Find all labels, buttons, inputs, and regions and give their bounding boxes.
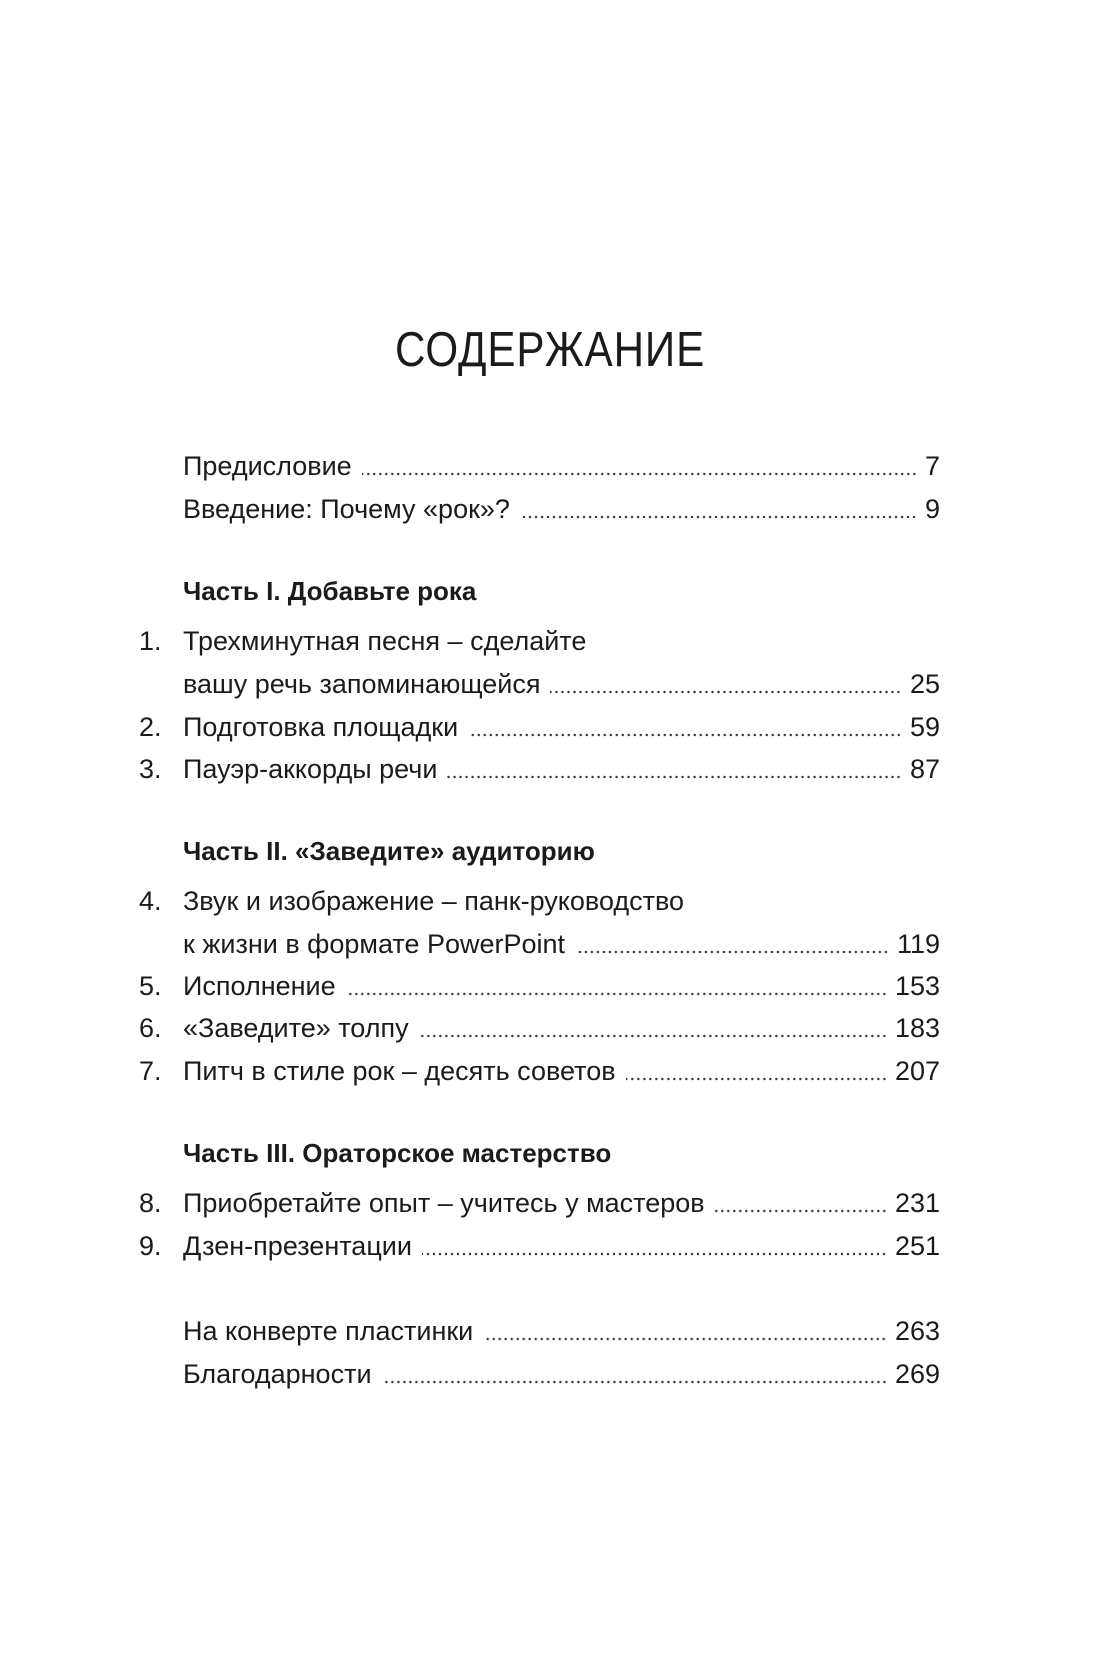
toc-entry-label: Предисловие [183, 451, 352, 481]
chapter-number: 3. [139, 754, 162, 784]
toc-entry-label: Питч в стиле рок – десять советов [183, 1056, 616, 1086]
toc-entry-chapter-1-line1[interactable] [0, 623, 1100, 659]
toc-entry-body [183, 1228, 940, 1264]
dot-leader [520, 515, 917, 519]
dot-leader [422, 1252, 887, 1256]
toc-entry-chapter-7[interactable] [0, 1053, 1100, 1089]
toc-page-number: 251 [894, 1231, 940, 1261]
toc-entry-label: Дзен-презентации [183, 1231, 412, 1261]
part-heading: Часть II. «Заведите» аудиторию [183, 836, 595, 866]
part-heading: Часть III. Ораторское мастерство [183, 1138, 612, 1168]
toc-page-number: 7 [924, 451, 940, 481]
page-title: СОДЕРЖАНИЕ [394, 323, 706, 377]
part-heading: Часть I. Добавьте рока [183, 576, 477, 606]
toc-entry-body [183, 1053, 940, 1089]
toc-entry-body [183, 1185, 940, 1221]
toc-entry-label: На конверте пластинки [183, 1316, 474, 1346]
toc-entry-acknowledgements[interactable] [0, 1356, 1100, 1392]
dot-leader [468, 733, 902, 737]
toc-entry-album-sleeve[interactable] [0, 1313, 1100, 1349]
dot-leader [626, 1077, 887, 1081]
toc-entry-chapter-3[interactable] [0, 751, 1100, 787]
toc-entry-chapter-9[interactable] [0, 1228, 1100, 1264]
toc-page-number: 183 [894, 1013, 940, 1043]
toc-page-number: 231 [894, 1188, 940, 1218]
toc-entry-label: Благодарности [183, 1359, 372, 1389]
toc-entry-label: Введение: Почему «рок»? [183, 494, 510, 524]
toc-entry-body [183, 666, 940, 702]
toc-page-number: 207 [894, 1056, 940, 1086]
dot-leader [575, 950, 889, 954]
toc-entry-chapter-4-line1[interactable] [0, 883, 1100, 919]
dot-leader [550, 690, 901, 694]
toc-entry-chapter-2[interactable] [0, 709, 1100, 745]
toc-entry-label: Исполнение [183, 971, 336, 1001]
toc-page-number: 59 [909, 712, 940, 742]
toc-entry-label: Подготовка площадки [183, 712, 459, 742]
toc-entry-body [183, 1313, 940, 1349]
dot-leader [419, 1034, 887, 1038]
toc-entry-chapter-4[interactable] [0, 926, 1100, 962]
chapter-number: 1. [139, 626, 162, 656]
toc-entry-chapter-1[interactable] [0, 666, 1100, 702]
dot-leader [715, 1209, 887, 1213]
toc-page-number: 119 [896, 929, 940, 959]
toc-entry-label: Пауэр-аккорды речи [183, 754, 438, 784]
dot-leader [483, 1337, 887, 1341]
chapter-number: 6. [139, 1013, 162, 1043]
dot-leader [362, 472, 917, 476]
chapter-number: 9. [139, 1231, 162, 1261]
dot-leader [447, 775, 902, 779]
toc-page-number: 87 [909, 754, 940, 784]
toc-page-number: 263 [894, 1316, 940, 1346]
toc-entry-body [183, 448, 940, 484]
toc-entry-label-line1: Трехминутная песня – сделайте [183, 626, 587, 656]
chapter-number: 8. [139, 1188, 162, 1218]
toc-entry-body [183, 751, 940, 787]
toc-page-number: 25 [909, 669, 940, 699]
toc-entry-body [183, 709, 940, 745]
toc-entry-introduction[interactable] [0, 491, 1100, 527]
toc-entry-label: «Заведите» толпу [183, 1013, 409, 1043]
toc-entry-body [183, 491, 940, 527]
chapter-number: 5. [139, 971, 162, 1001]
toc-entry-chapter-8[interactable] [0, 1185, 1100, 1221]
chapter-number: 7. [139, 1056, 162, 1086]
dot-leader [346, 992, 887, 996]
toc-entry-label-line1: Звук и изображение – панк-руководство [183, 886, 685, 916]
toc-entry-chapter-5[interactable] [0, 968, 1100, 1004]
toc-entry-label: к жизни в формате PowerPoint [183, 929, 566, 959]
toc-entry-preface[interactable] [0, 448, 1100, 484]
toc-entry-label: вашу речь запоминающейся [183, 669, 541, 699]
toc-page-number: 153 [894, 971, 940, 1001]
toc-entry-body [183, 926, 940, 962]
toc-entry-body [183, 1356, 940, 1392]
chapter-number: 4. [139, 886, 162, 916]
toc-entry-label: Приобретайте опыт – учитесь у мастеров [183, 1188, 705, 1218]
toc-page-number: 269 [894, 1359, 940, 1389]
toc-entry-body [183, 968, 940, 1004]
toc-page-number: 9 [924, 494, 940, 524]
toc-entry-body [183, 1010, 940, 1046]
chapter-number: 2. [139, 712, 162, 742]
dot-leader [382, 1380, 887, 1384]
toc-entry-chapter-6[interactable] [0, 1010, 1100, 1046]
